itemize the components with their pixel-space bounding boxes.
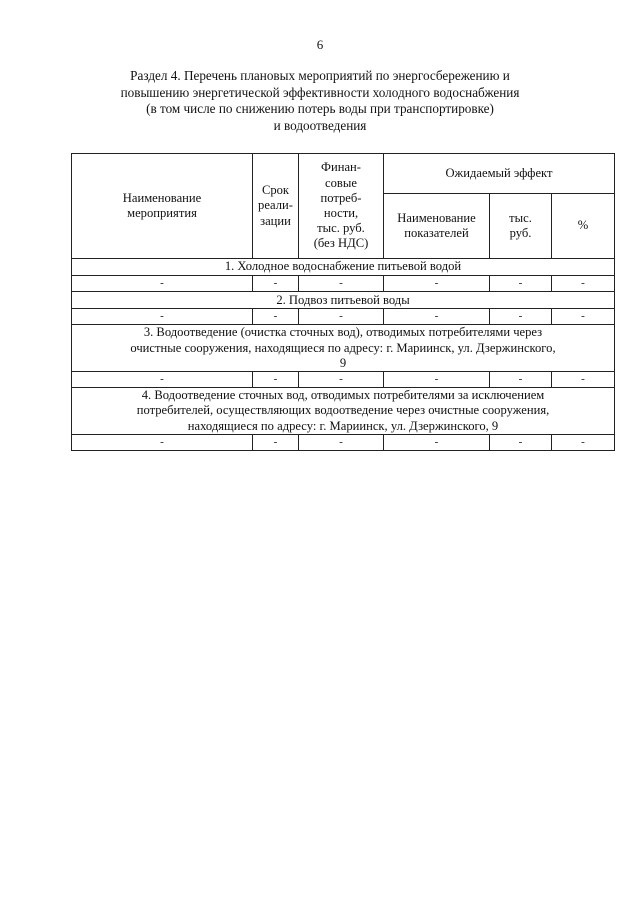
table-cell: - (299, 276, 384, 292)
header-thousand-rub: тыс. руб. (490, 194, 552, 259)
table-row (72, 372, 615, 388)
table-cell: - (490, 309, 552, 325)
table-cell: - (253, 276, 299, 292)
section-title: 2. Подвоз питьевой воды (72, 292, 615, 309)
table-cell: - (490, 434, 552, 450)
table-cell: - (299, 372, 384, 388)
table-row (72, 276, 615, 292)
table-cell: - (552, 276, 615, 292)
heading-line: повышению энергетической эффективности холодного водоснабжения (120, 84, 520, 100)
table-cell: - (253, 309, 299, 325)
table-cell: - (72, 309, 253, 325)
section-heading (60, 68, 580, 134)
table-cell: - (384, 309, 490, 325)
section-title-row (72, 259, 615, 276)
page-number: 6 (316, 37, 324, 52)
header-indicator-name: Наименование показателей (384, 194, 490, 259)
header-row (72, 154, 615, 194)
header-expected-effect: Ожидаемый эффект (384, 154, 615, 194)
table-cell: - (490, 276, 552, 292)
heading-line: и водоотведения (273, 117, 367, 133)
table-cell: - (299, 434, 384, 450)
table-cell: - (253, 434, 299, 450)
section-title: 4. Водоотведение сточных вод, отводимых потребителями за исключением потребителей, осуществляющих водоотведение через очистные сооружения, находящиеся по адресу: г. Мариинск, ул. Дзержинского, 9 (72, 388, 615, 435)
section-title: 1. Холодное водоснабжение питьевой водой (72, 259, 615, 276)
measures-table (71, 153, 615, 451)
table-cell: - (299, 309, 384, 325)
heading-line: (в том числе по снижению потерь воды при транспортировке) (146, 101, 494, 116)
table-cell: - (72, 372, 253, 388)
table-cell: - (253, 372, 299, 388)
section-title: 3. Водоотведение (очистка сточных вод), отводимых потребителями через очистные сооружения, находящиеся по адресу: г. Мариинск, ул. Дзержинского, 9 (72, 325, 615, 372)
table-row (72, 434, 615, 450)
header-percent: % (552, 194, 615, 259)
table-cell: - (384, 372, 490, 388)
header-finance: Финан- совые потреб- ности, тыс. руб. (без НДС) (299, 154, 384, 259)
table-cell: - (384, 276, 490, 292)
table-cell: - (552, 309, 615, 325)
table-cell: - (72, 434, 253, 450)
table-cell: - (490, 372, 552, 388)
table-cell: - (552, 434, 615, 450)
header-term: Срок реали- зации (253, 154, 299, 259)
section-title-row (72, 388, 615, 435)
table-cell: - (72, 276, 253, 292)
header-measure-name: Наименование мероприятия (72, 154, 253, 259)
table-cell: - (552, 372, 615, 388)
heading-line: Раздел 4. Перечень плановых мероприятий по энергосбережению и (130, 68, 510, 83)
section-title-row (72, 292, 615, 309)
table-row (72, 309, 615, 325)
section-title-row (72, 325, 615, 372)
table-cell: - (384, 434, 490, 450)
